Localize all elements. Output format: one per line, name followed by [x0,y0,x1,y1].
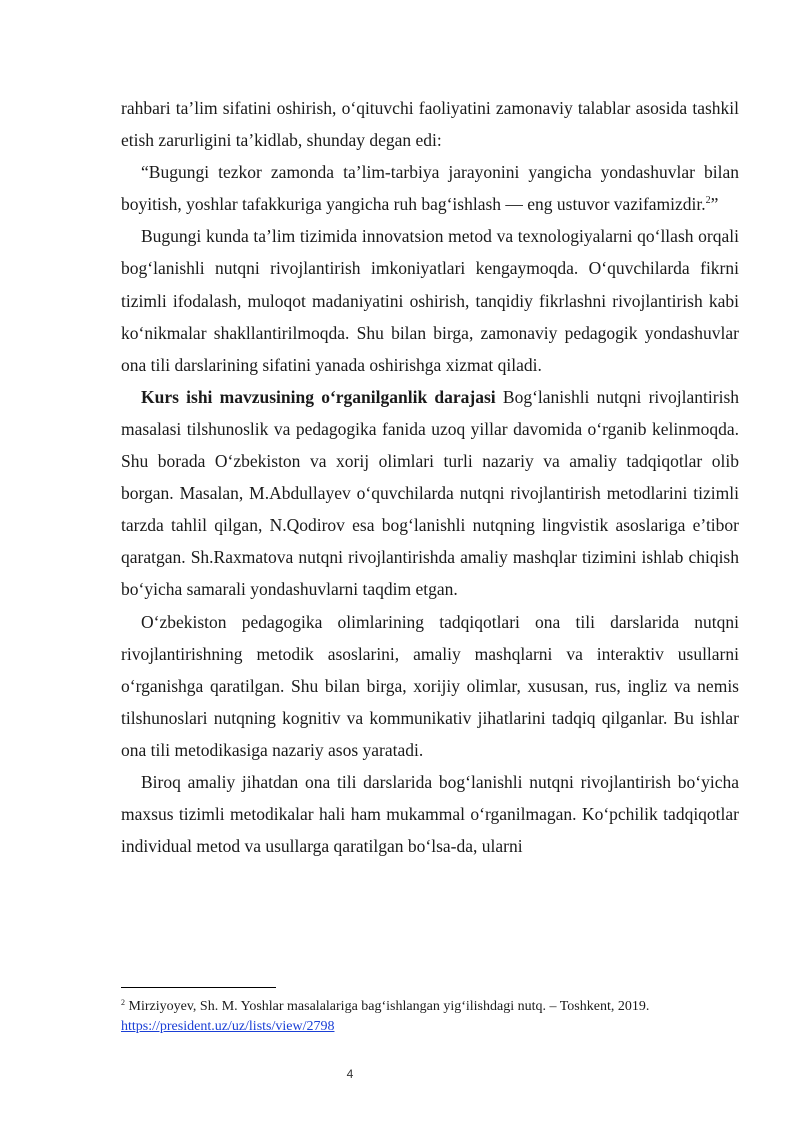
paragraph-4: Kurs ishi mavzusining o‘rganilganlik darajasi Bog‘lanishli nutqni rivojlantirish masalasi tilshunoslik va pedagogika fanida uzoq yillar davomida o‘rganib kelinmoqda. Shu borada O‘zbekiston va xorij olimlari turli nazariy va amaliy tadqiqotlar olib borgan. Masalan, M.Abdullayev o‘quvchilarda nutqni rivojlantirish metodlarini tizimli tarzda tahlil qilgan, N.Qodirov esa bog‘lanishli nutqning lingvistik asoslariga e’tibor qaratgan. Sh.Raxmatova nutqni rivojlantirishda amaliy mashqlar tizimini ishlab chiqish bo‘yicha samarali yondashuvlarni taqdim etgan. [121,386,740,600]
footnote-marker: 2 [121,998,125,1007]
page-number: 4 [346,1067,354,1081]
body-text [121,92,739,862]
paragraph-6: Biroq amaliy jihatdan ona tili darslarida bog‘lanishli nutqni rivojlantirish bo‘yicha maxsus tizimli metodikalar hali ham mukammal o‘rganilmagan. Ko‘pchilik tadqiqotlar individual metod va usullarga qaratilgan bo‘lsa-da, ularni [121,771,739,857]
footnote-reference[interactable]: 2 [705,195,711,207]
section-heading-inline: Kurs ishi mavzusining o‘rganilganlik darajasi [141,386,496,407]
paragraph-5: O‘zbekiston pedagogika olimlarining tadqiqotlari ona tili darslarida nutqni rivojlantirishning metodik asoslarini, amaliy mashqlarni va interaktiv usullarni o‘rganishga qaratilgan. Shu bilan birga, xorijiy olimlar, xususan, rus, ingliz va nemis tilshunoslari nutqning kognitiv va kommunikativ jihatlarini tadqiq qilganlar. Bu ishlar ona tili metodikasiga nazariy asos yaratadi. [121,611,739,760]
footnote [121,997,741,1037]
footnote-separator [121,987,276,988]
footnote-link[interactable]: https://president.uz/uz/lists/view/2798 [121,1019,335,1034]
paragraph-1: rahbari ta’lim sifatini oshirish, o‘qituvchi faoliyatini zamonaviy talablar asosida tashkil etish zarurligini ta’kidlab, shunday degan edi: [121,98,739,151]
paragraph-3: Bugungi kunda ta’lim tizimida innovatsion metod va texnologiyalarni qo‘llash orqali bog‘lanishli nutqni rivojlantirish imkoniyatlari kengaymoqda. O‘quvchilarda fikrni tizimli ifodalash, muloqot madaniyatini oshirish, tanqidiy fikrlashni rivojlantirish kabi ko‘nikmalar shakllantirilmoqda. Shu bilan birga, zamonaviy pedagogik yondashuvlar ona tili darslarining sifatini yanada oshirishga xizmat qiladi. [121,226,739,375]
paragraph-quote: “Bugungi tezkor zamonda ta’lim-tarbiya jarayonini yangicha yondashuvlar bilan boyitish, yoshlar tafakkuriga yangicha ruh bag‘ishlash — eng ustuvor vazifamizdir.$^2$” [121,162,739,215]
footnote-text: Mirziyoyev, Sh. M. Yoshlar masalalariga bag‘ishlangan yig‘ilishdagi nutq. – Toshkent, 2019. [125,999,650,1014]
